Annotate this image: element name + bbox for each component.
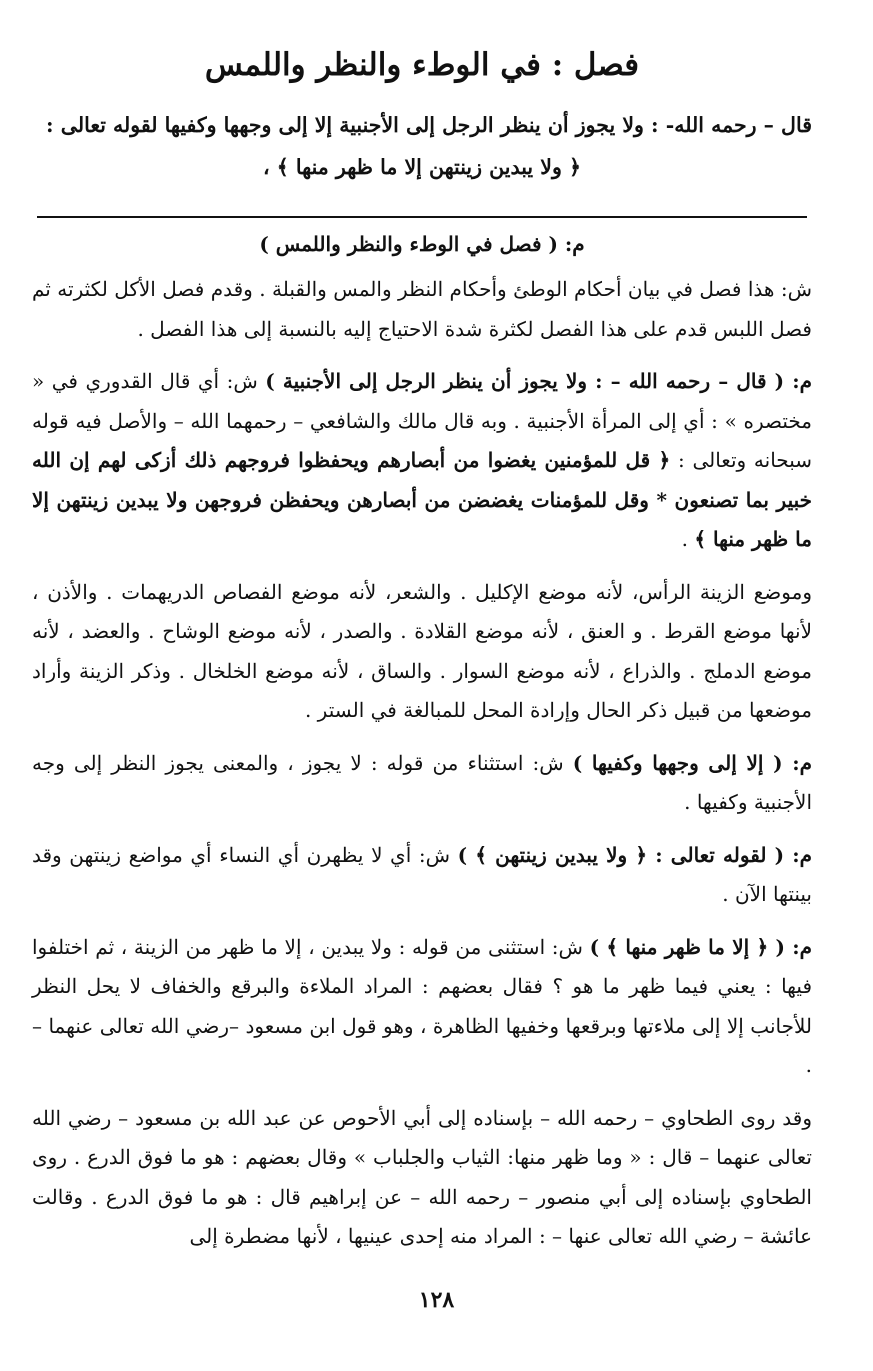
- commentary-paragraph-6: [32, 928, 812, 1086]
- commentary-paragraph-1: ش: هذا فصل في بيان أحكام الوطئ وأحكام النظر والمس والقبلة . وقدم فصل الأكل لكثرته ثم فصل اللبس قدم على هذا الفصل لكثرة شدة الاحتياج إليه بالنسبة إلى هذا الفصل .: [32, 277, 812, 341]
- matn-verse-line: ﴿ ولا يبدين زينتهن إلا ما ظهر منها ﴾ ،: [262, 155, 581, 179]
- matn-quote: م: ( لقوله تعالى : ﴿ ولا يبدين زينتهن ﴾ ): [457, 842, 812, 867]
- commentary-paragraph-3: وموضع الزينة الرأس، لأنه موضع الإكليل . والشعر، لأنه موضع الفصاص الدريهمات . والأذن ، لأنها موضع القرط . و العنق ، لأنه موضع القلادة . والصدر ، لأنه موضع الوشاح . والعضد ، لأنه موضع الدملج . والذراع ، لأنه موضع السوار . والساق ، لأنه موضع الخلخال . وذكر الزينة وأراد موضعها من قبيل ذكر الحال وإرادة المحل للمبالغة في الستر .: [32, 579, 812, 722]
- matn-quote: م: ( قال – رحمه الله – : ولا يجوز أن ينظر الرجل إلى الأجنبية ): [265, 369, 812, 393]
- book-page: [32, 40, 812, 1270]
- commentary-text-end: .: [681, 527, 695, 551]
- matn-text: [32, 104, 812, 188]
- matn-line-1: قال – رحمه الله- : ولا يجوز أن ينظر الرجل إلى الأجنبية إلا إلى وجهها وكفيها لقوله تعالى :: [46, 113, 812, 137]
- quran-verse: ﴿ قل للمؤمنين يغضوا من أبصارهم ويحفظوا فروجهم ذلك أزكى لهم إن الله خبير بما تصنعون * وقل للمؤمنات يغضضن من أبصارهن ويحفظن فروجهن ولا يبدين زينتهن إلا ما ظهر منها ﴾: [32, 448, 812, 551]
- matn-quote: م: ( إلا إلى وجهها وكفيها ): [572, 750, 813, 775]
- commentary-heading: م: ( فصل في الوطء والنظر واللمس ): [259, 232, 585, 256]
- chapter-title: فصل : في الوطء والنظر واللمس: [204, 47, 640, 83]
- commentary-paragraph-5: [32, 836, 812, 915]
- matn-quote: م: ( ﴿ إلا ما ظهر منها ﴾ ): [589, 934, 812, 959]
- commentary-text: ش: أي قال القدوري في « مختصره » : أي إلى المرأة الأجنبية . وبه قال مالك والشافعي – رحمهما الله – والأصل فيه قوله سبحانه وتعالى :: [32, 369, 812, 472]
- commentary-text: ش: أي لا يظهرن أي النساء أي مواضع زينتهن وقد بينتها الآن .: [32, 842, 812, 906]
- commentary-text: ش: استثناء من قوله : لا يجوز ، والمعنى يجوز النظر إلى وجه الأجنبية وكفيها .: [32, 750, 812, 814]
- page-number: ١٢٨: [418, 1287, 455, 1313]
- commentary-paragraph-4: [32, 744, 812, 823]
- commentary-paragraph-2: [32, 362, 812, 560]
- commentary-paragraph-7: وقد روى الطحاوي – رحمه الله – بإسناده إلى أبي الأحوص عن عبد الله بن مسعود – رضي الله تعالى عنهما – قال : « وما ظهر منها: الثياب والجلباب » وقال بعضهم : هو ما فوق الدرع . روى الطحاوي بإسناده إلى أبي منصور – رحمه الله – عن إبراهيم قال : هو ما فوق الدرع . وقالت عائشة – رضي الله تعالى عنها – : المراد منه إحدى عينيها ، لأنها مضطرة إلى: [32, 1105, 812, 1248]
- commentary-text: ش: استثنى من قوله : ولا يبدين ، إلا ما ظهر من الزينة ، ثم اختلفوا فيها : يعني فيما ظهر ما هو ؟ فقال بعضهم : المراد الملاءة والبرقع والخفاف لا يحل النظر للأجانب إلا إلى ملاءتها وبرقعها وخفيها الظاهرة ، وهو قول ابن مسعود –رضي الله تعالى عنهما – .: [32, 934, 812, 1077]
- section-divider: [37, 216, 807, 218]
